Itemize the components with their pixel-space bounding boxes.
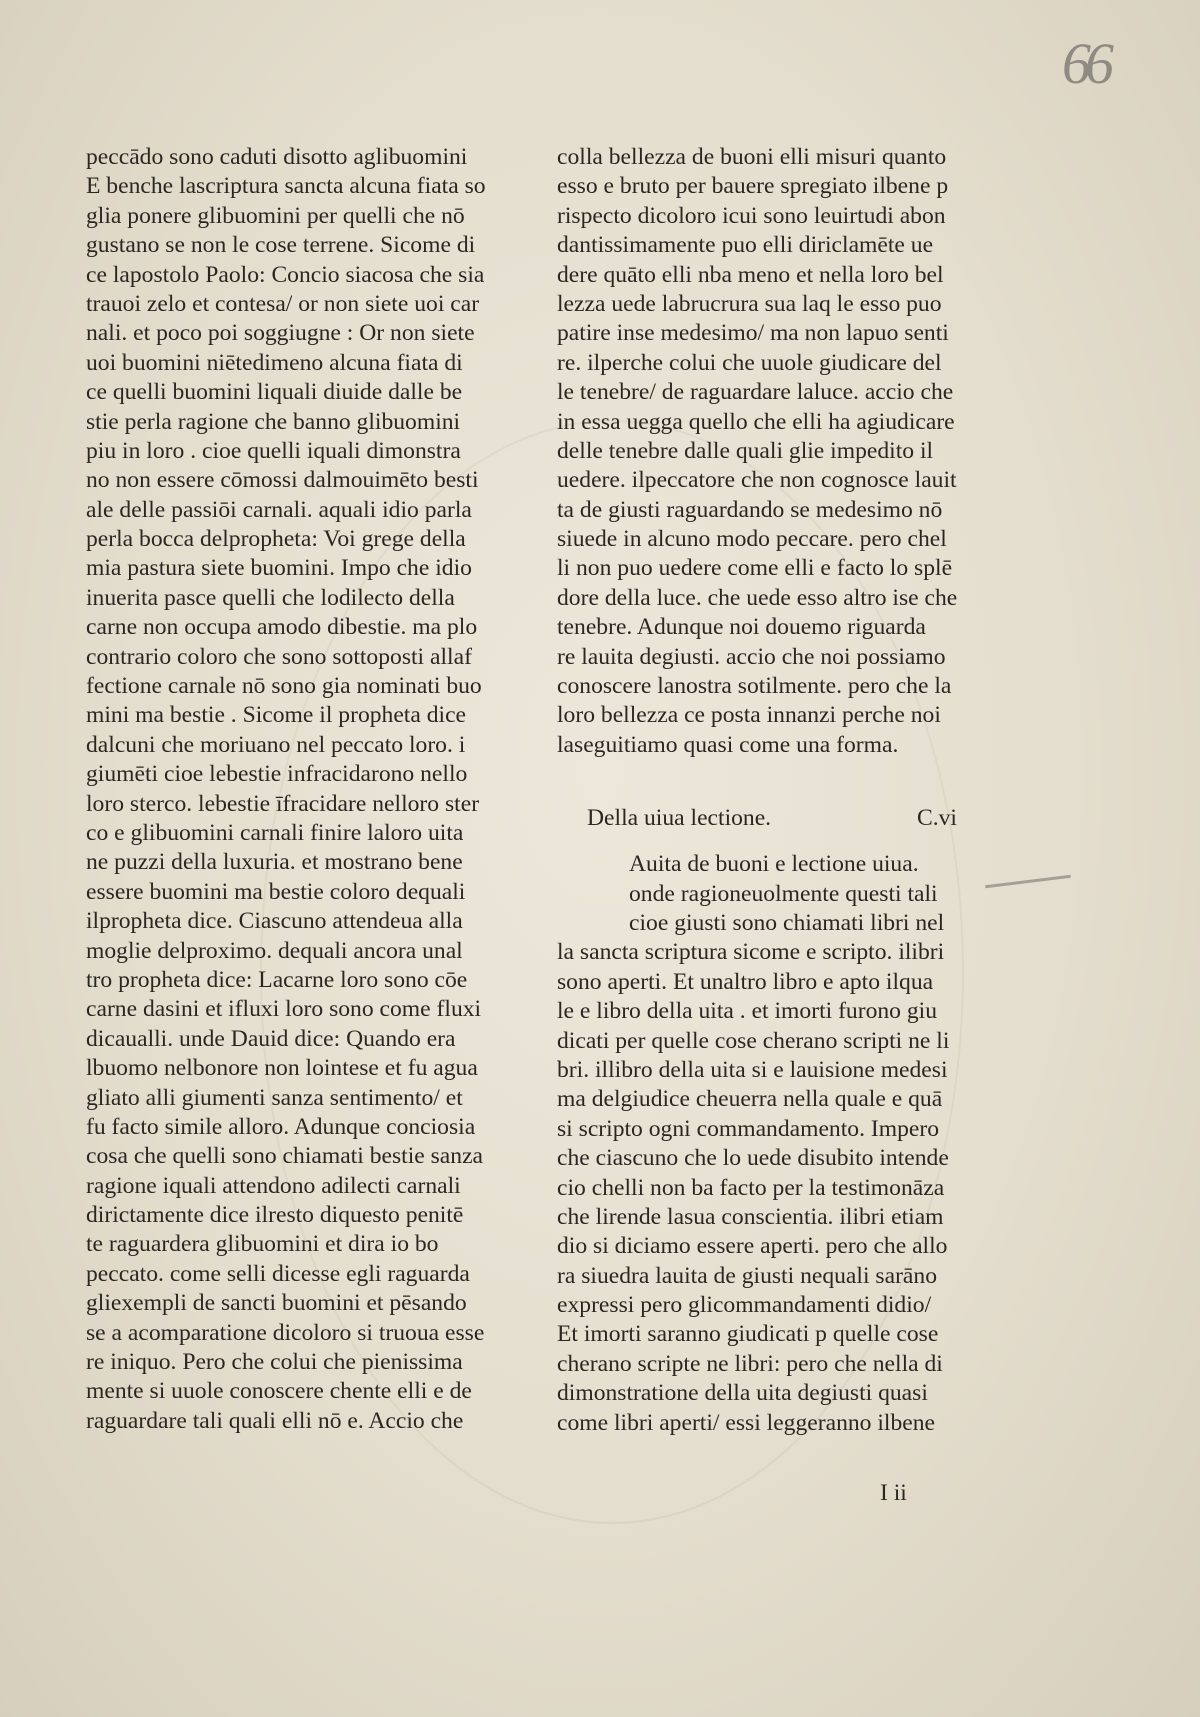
text-line: delle tenebre dalle quali glie impedito il [557,437,934,464]
margin-pen-stroke [985,875,1071,888]
text-line: carne non occupa amodo dibestie. ma plo [86,614,478,641]
text-line: dio si diciamo essere aperti. pero che allo [557,1233,948,1260]
text-line: peccato. come selli dicesse egli raguarda [86,1260,470,1287]
chapter-opening-lines [557,850,997,938]
text-line: gliexempli de sancti buomini et pēsando [86,1290,467,1317]
text-line: colla bellezza de buoni elli misuri quanto [557,144,947,170]
text-line: lezza uede labrucrura sua laq le esso puo [557,290,942,317]
text-line: li non puo uedere come elli e facto lo splē [557,555,953,582]
text-line: ragione iquali attendono adilecti carnali [86,1172,461,1199]
text-line: se a acomparatione dicoloro si truoua esse [86,1319,485,1346]
text-line: ce lapostolo Paolo: Concio siacosa che sia [86,261,485,288]
text-line: dere quāto elli nba meno et nella loro bel [557,261,944,288]
left-text-column [86,143,516,1436]
text-line: co e glibuomini carnali finire laloro uita [86,819,464,846]
text-line: uedere. ilpeccatore che non cognosce lauit [557,467,957,494]
text-line: dicaualli. unde Dauid dice: Quando era [86,1025,456,1052]
text-line: mini ma bestie . Sicome il propheta dice [86,702,467,729]
text-line: in essa uegga quello che elli ha agiudicare [557,408,955,435]
text-line: E benche lascriptura sancta alcuna fiata so [86,173,486,200]
text-line: re lauita degiusti. accio che noi possiamo [557,643,946,670]
text-line: le tenebre/ de raguardare laluce. accio che [557,379,954,406]
text-line: onde ragioneuolmente questi tali [629,880,938,907]
text-line: cherano scripte ne libri: pero che nella di [557,1350,943,1377]
text-line: ilpropheta dice. Ciascuno attendeua alla [86,908,463,935]
text-line: dore della luce. che uede esso altro ise che [557,584,958,611]
text-line: carne dasini et ifluxi loro sono come fluxi [86,996,482,1023]
text-line: moglie delproximo. dequali ancora unal [86,937,463,964]
text-line: che lirende lasua conscientia. ilibri etiam [557,1203,944,1230]
text-line: re iniquo. Pero che colui che pienissima [86,1349,463,1376]
text-line: re. ilperche colui che uuole giudicare del [557,349,942,376]
text-line: sono aperti. Et unaltro libro e apto ilqua [557,968,934,995]
text-line: te raguardera glibuomini et dira io bo [86,1231,439,1258]
text-line: ale delle passiōi carnali. aquali idio parla [86,496,472,523]
text-line: dirictamente dice ilresto diquesto penitē [86,1202,464,1229]
right-text-column [557,143,997,1438]
text-line: no non essere cōmossi dalmouimēto besti [86,467,479,494]
text-line: perla bocca delpropheta: Voi grege della [86,526,466,553]
text-line: esso e bruto per bauere spregiato ilbene p [557,173,949,200]
text-line: gustano se non le cose terrene. Sicome di [86,232,476,259]
text-line: trauoi zelo et contesa/ or non siete uoi car [86,290,480,317]
text-line: dimonstratione della uita degiusti quasi [557,1380,928,1407]
text-line: gliato alli giumenti sanza sentimento/ et [86,1084,463,1111]
text-line: dantissimamente puo elli diriclamēte ue [557,232,934,259]
text-line: conoscere lanostra sotilmente. pero che la [557,673,952,700]
text-line: come libri aperti/ essi leggeranno ilbene [557,1409,936,1436]
text-line: lbuomo nelbonore non lointese et fu agua [86,1055,478,1082]
text-line: contrario coloro che sono sottoposti allaf [86,643,472,670]
text-line: ne puzzi della luxuria. et mostrano bene [86,849,463,876]
chapter-number: C.vi [917,805,957,832]
signature-mark: I ii [880,1480,907,1506]
text-line: expressi pero glicommandamenti didio/ [557,1292,932,1319]
text-line: raguardare tali quali elli nō e. Accio che [86,1407,464,1434]
text-line: uoi buomini niētedimeno alcuna fiata di [86,349,463,376]
text-line: tro propheta dice: Lacarne loro sono cōe [86,966,468,993]
text-line: tenebre. Adunque noi douemo riguarda [557,614,926,641]
text-line: mia pastura siete buomini. Impo che idio [86,555,472,582]
text-line: cosa che quelli sono chiamati bestie sanza [86,1143,484,1170]
text-line: rispecto dicoloro icui sono leuirtudi abon [557,202,946,229]
section-heading [557,804,997,840]
text-line: inuerita pasce quelli che lodilecto della [86,584,455,611]
text-line: stie perla ragione che banno glibuomini [86,408,461,435]
text-line: dalcuni che moriuano nel peccato loro. i [86,731,466,758]
text-line: Auita de buoni e lectione uiua. [629,851,919,878]
text-line: dicati per quelle cose cherano scripti ne li [557,1027,950,1054]
text-line: mente si uuole conoscere chente elli e de [86,1378,472,1405]
text-line: glia ponere glibuomini per quelli che nō [86,202,465,229]
text-line: la sancta scriptura sicome e scripto. ilibri [557,939,945,966]
right-column-top-text [557,143,997,760]
text-line: bri. illibro della uita si e lauisione medesi [557,1056,948,1083]
text-line: piu in loro . cioe quelli iquali dimonstra [86,437,461,464]
text-line: essere buomini ma bestie coloro dequali [86,878,466,905]
text-line: giumēti cioe lebestie infracidarono nello [86,761,468,788]
text-line: fu facto simile alloro. Adunque conciosia [86,1113,476,1140]
text-line: loro sterco. lebestie īfracidare nelloro ster [86,790,480,817]
text-line: le e libro della uita . et imorti furono giu [557,998,938,1025]
text-line: siuede in alcuno modo peccare. pero chel [557,526,947,553]
text-line: ra siuedra lauita de giusti nequali sarāno [557,1262,937,1289]
text-line: ma delgiudice cheuerra nella quale e quā [557,1086,943,1113]
text-line: ce quelli buomini liquali diuide dalle be [86,379,463,406]
text-line: patire inse medesimo/ ma non lapuo senti [557,320,949,347]
text-line: si scripto ogni commandamento. Impero [557,1115,940,1142]
text-line: peccādo sono caduti disotto aglibuomini [86,144,468,170]
text-line: cio chelli non ba facto per la testimonāza [557,1174,945,1201]
section-title: Della uiua lectione. [587,805,772,832]
text-line: nali. et poco poi soggiugne : Or non siete [86,320,475,347]
text-line: che ciascuno che lo uede disubito intende [557,1145,949,1172]
text-line: cioe giusti sono chiamati libri nel [629,909,945,936]
text-line: laseguitiamo quasi come una forma. [557,731,899,758]
text-line: ta de giusti raguardando se medesimo nō [557,496,943,523]
text-line: loro bellezza ce posta innanzi perche noi [557,702,941,729]
folio-number: 66 [1062,31,1108,96]
text-line: Et imorti saranno giudicati p quelle cose [557,1321,939,1348]
right-column-bottom-text [557,938,997,1438]
text-line: fectione carnale nō sono gia nominati buo [86,673,482,700]
